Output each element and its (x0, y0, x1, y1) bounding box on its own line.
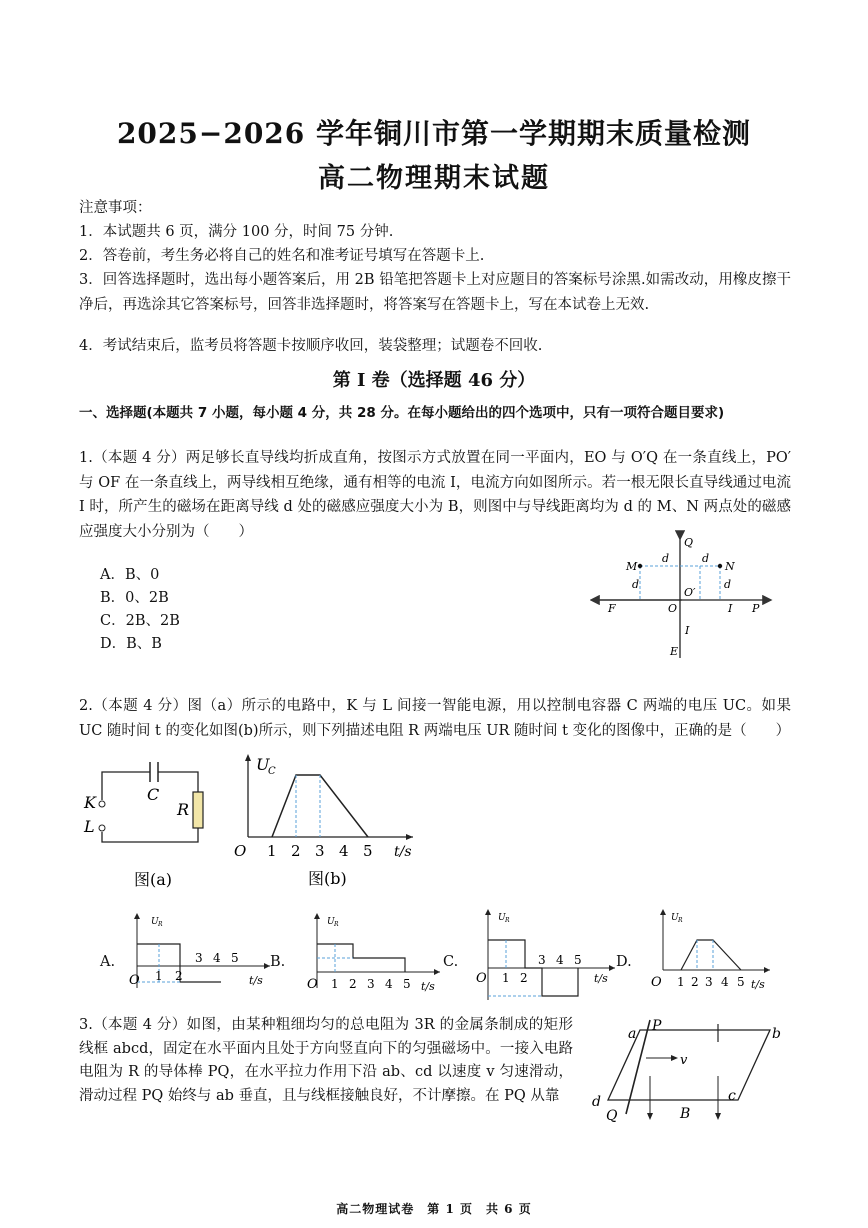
q2-option-d-label: D. (616, 954, 632, 970)
svg-text:a: a (628, 1026, 637, 1042)
uc-tick-5: 5 (363, 842, 373, 860)
svg-text:Q: Q (606, 1108, 618, 1124)
svg-text:2: 2 (175, 969, 183, 983)
label-l: L (84, 817, 95, 836)
section-title: 第 Ⅰ 卷（选择题 46 分） (332, 370, 536, 391)
q1-option-d: D．B、B (100, 636, 162, 652)
svg-text:R: R (158, 921, 163, 928)
label-d3: d (632, 578, 640, 591)
q3-frame-figure (588, 1016, 788, 1126)
svg-text:4: 4 (721, 975, 729, 989)
svg-text:3: 3 (705, 975, 713, 989)
label-d4: d (724, 578, 732, 591)
svg-text:O: O (651, 975, 662, 990)
svg-text:2: 2 (349, 977, 357, 991)
svg-text:R: R (505, 917, 510, 924)
label-r: R (177, 800, 190, 819)
exam-title: 2025−2026 学年铜川市第一学期期末质量检测 (116, 117, 752, 150)
label-p: P (752, 602, 760, 615)
svg-text:1: 1 (331, 977, 339, 991)
uc-origin: O (234, 842, 247, 860)
svg-text:t/s: t/s (751, 978, 765, 991)
svg-text:2: 2 (691, 975, 699, 989)
exam-subtitle: 高二物理期末试题 (318, 163, 550, 194)
point-n (718, 564, 722, 568)
svg-text:R: R (678, 917, 683, 924)
uc-ysub: C (268, 766, 276, 777)
svg-text:5: 5 (403, 977, 411, 991)
svg-text:O: O (307, 977, 318, 992)
uc-xlabel: t/s (394, 844, 412, 860)
page-footer: 高二物理试卷 第 1 页 共 6 页 (336, 1202, 532, 1216)
q2-option-a-label: A. (100, 954, 116, 970)
uc-tick-1: 1 (267, 842, 277, 860)
label-d2: d (702, 552, 710, 565)
question-1-text: 1.（本题 4 分）两足够长直导线均折成直角，按图示方式放置在同一平面内，EO 与 O′Q 在一条直线上，PO′与 OF 在一条直线上，两导线相互绝缘，通有相等的电流 I，电流方向如图所示。若一根无限长直导线通过电流 I 时，所产生的磁场在距离导线 d 处的磁感应强度大小为 B，则图中与导线距离均为 d 的 M、N 两点处的磁感应强度大小分别为（ ） (79, 450, 791, 540)
q1-option-a: A．B、0 (100, 567, 160, 583)
label-n: N (725, 560, 735, 573)
q2-option-d-graph (645, 906, 775, 996)
svg-text:2: 2 (520, 971, 528, 985)
question-2-text: 2.（本题 4 分）图（a）所示的电路中，K 与 L 间接一智能电源，用以控制电容器 C 两端的电压 UC。如果 UC 随时间 t 的变化如图(b)所示，则下列描述电阻 R 两端电压 UR 随时间 t 变化的图像中，正确的是（ ） (79, 698, 791, 739)
label-c: C (147, 785, 160, 804)
svg-text:U: U (151, 917, 159, 927)
q2-option-a-graph (125, 910, 275, 995)
uc-tick-3: 3 (315, 842, 325, 860)
notice-item-2: 2．答卷前，考生务必将自己的姓名和准考证号填写在答题卡上. (79, 248, 485, 264)
notice-item-3: 3．回答选择题时，选出每小题答案后，用 2B 铅笔把答题卡上对应题目的答案标号涂黑.如需改动，用橡皮擦干净后，再选涂其它答案标号，回答非选择题时，将答案写在答题卡上，写在本试卷上无效. (79, 272, 791, 313)
label-o: O (668, 602, 678, 615)
q2-uc-graph-b (228, 752, 418, 892)
svg-text:U: U (498, 913, 506, 923)
svg-text:O: O (476, 971, 487, 986)
svg-text:1: 1 (155, 969, 163, 983)
label-f: F (608, 602, 616, 615)
svg-text:t/s: t/s (594, 972, 608, 985)
svg-text:O: O (129, 973, 140, 988)
q2-option-b-graph (295, 910, 445, 995)
svg-text:4: 4 (556, 953, 564, 967)
q1-option-c: C．2B、2B (100, 613, 180, 629)
label-i1: I (728, 602, 733, 615)
q2-circuit-figure-a (80, 760, 220, 895)
q1-option-b: B．0、2B (100, 590, 169, 606)
label-o-prime: O′ (684, 586, 696, 599)
uc-ylabel: U (256, 755, 270, 774)
svg-text:3: 3 (195, 951, 203, 965)
svg-text:B: B (680, 1106, 691, 1122)
label-m: M (626, 560, 638, 573)
svg-text:3: 3 (367, 977, 375, 991)
svg-text:t/s: t/s (249, 974, 263, 987)
q1-wire-diagram (590, 528, 780, 663)
point-m (638, 564, 642, 568)
svg-text:4: 4 (385, 977, 393, 991)
uc-tick-4: 4 (339, 842, 349, 860)
svg-text:U: U (671, 913, 679, 923)
notice-item-1: 1．本试题共 6 页，满分 100 分，时间 75 分钟. (79, 224, 394, 240)
label-i2: I (685, 624, 690, 637)
notice-item-4: 4．考试结束后，监考员将答题卡按顺序收回，装袋整理；试题卷不回收. (79, 338, 543, 354)
svg-text:5: 5 (574, 953, 582, 967)
svg-text:t/s: t/s (421, 980, 435, 993)
svg-text:3: 3 (538, 953, 546, 967)
svg-text:c: c (728, 1088, 736, 1104)
label-d1: d (662, 552, 670, 565)
svg-text:4: 4 (213, 951, 221, 965)
svg-text:1: 1 (502, 971, 510, 985)
label-k: K (84, 793, 96, 812)
svg-text:P: P (652, 1018, 662, 1034)
part-one-heading: 一、选择题(本题共 7 小题，每小题 4 分，共 28 分。在每小题给出的四个选项中，只有一项符合题目要求) (79, 405, 725, 421)
svg-text:1: 1 (677, 975, 685, 989)
svg-text:5: 5 (737, 975, 745, 989)
caption-b: 图(b) (308, 869, 347, 888)
svg-text:5: 5 (231, 951, 239, 965)
svg-text:U: U (327, 917, 335, 927)
label-q: Q (684, 536, 694, 549)
resistor-r (193, 792, 203, 828)
svg-text:v: v (680, 1053, 688, 1068)
q2-option-c-label: C. (443, 954, 459, 970)
question-3-text: 3.（本题 4 分）如图，由某种粗细均匀的总电阻为 3R 的金属条制成的矩形线框 abcd，固定在水平面内且处于方向竖直向下的匀强磁场中。一接入电路电阻为 R 的导体棒 PQ，在水平拉力作用下沿 ab、cd 以速度 v 匀速滑动，滑动过程 PQ 始终与 ab 垂直，且与线框接触良好，不计摩擦。在 PQ 从靠 (79, 1017, 573, 1104)
label-e: E (670, 645, 679, 658)
q2-option-c-graph (470, 906, 620, 1006)
q2-option-b-label: B. (270, 954, 286, 970)
svg-text:R: R (334, 921, 339, 928)
uc-tick-2: 2 (291, 842, 301, 860)
caption-a: 图(a) (134, 870, 173, 889)
svg-text:b: b (772, 1026, 781, 1042)
notice-heading: 注意事项： (79, 200, 152, 216)
svg-text:d: d (592, 1094, 601, 1110)
